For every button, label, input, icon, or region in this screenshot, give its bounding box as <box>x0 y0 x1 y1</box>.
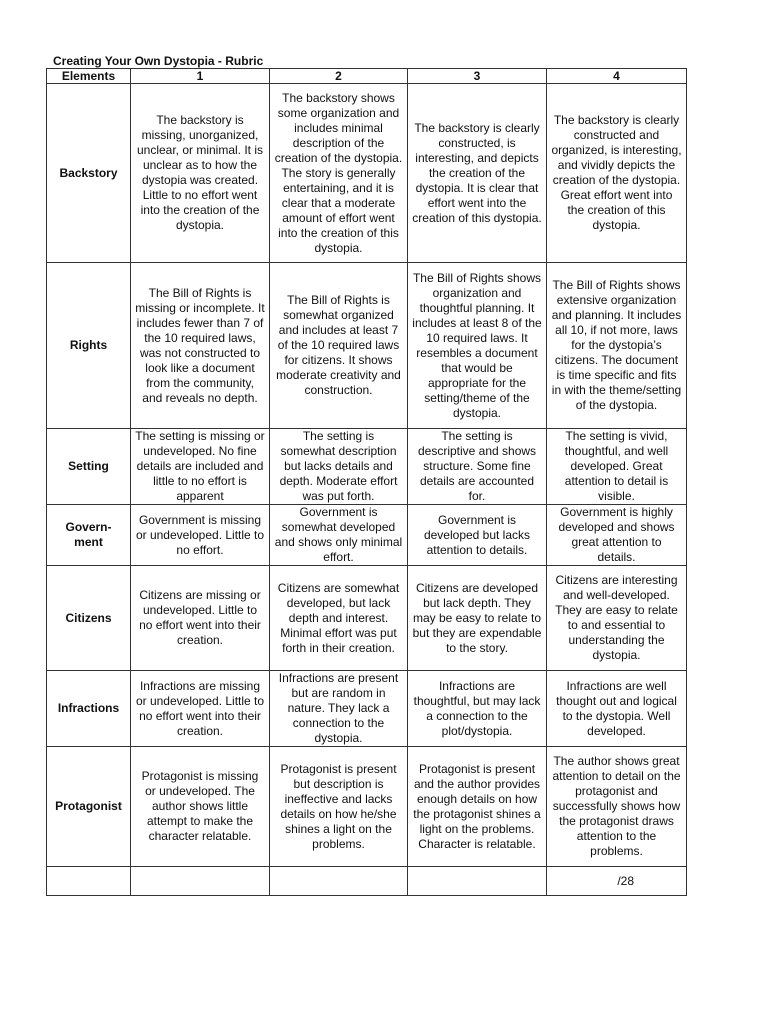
row-label-setting: Setting <box>47 429 131 505</box>
rubric-row-protagonist <box>47 747 687 867</box>
column-header-score-1: 1 <box>131 69 270 84</box>
criteria-cell: The Bill of Rights shows extensive organization and planning. It includes all 10, if not more, laws for the dystopia’s citizens. The document is time specific and fits in with the theme/setting of the dystopia. <box>547 263 687 429</box>
criteria-cell: The backstory is clearly constructed and organized, is interesting, and vividly depicts the creation of the dystopia. Great effort went into the creation of this dystopia. <box>547 84 687 263</box>
criteria-cell: Protagonist is present and the author provides enough details on how the protagonist shines a light on the problems. Character is relatable. <box>408 747 547 867</box>
criteria-cell: The author shows great attention to detail on the protagonist and successfully shows how the protagonist draws attention to the problems. <box>547 747 687 867</box>
column-header-score-3: 3 <box>408 69 547 84</box>
criteria-cell: The backstory is missing, unorganized, unclear, or minimal. It is unclear as to how the dystopia was created. Little to no effort went into the creation of the dystopia. <box>131 84 270 263</box>
row-label-citizens: Citizens <box>47 566 131 671</box>
header-row <box>47 69 687 84</box>
row-label-backstory: Backstory <box>47 84 131 263</box>
empty-cell <box>270 867 408 896</box>
column-header-score-2: 2 <box>270 69 408 84</box>
row-label-rights: Rights <box>47 263 131 429</box>
criteria-cell: Citizens are missing or undeveloped. Little to no effort went into their creation. <box>131 566 270 671</box>
criteria-cell: Citizens are developed but lack depth. They may be easy to relate to but they are expendable to the story. <box>408 566 547 671</box>
empty-cell <box>131 867 270 896</box>
empty-cell <box>408 867 547 896</box>
criteria-cell: Infractions are well thought out and logical to the dystopia. Well developed. <box>547 671 687 747</box>
criteria-cell: Government is highly developed and shows great attention to details. <box>547 505 687 566</box>
criteria-cell: The setting is vivid, thoughtful, and well developed. Great attention to detail is visible. <box>547 429 687 505</box>
rubric-row-citizens <box>47 566 687 671</box>
empty-cell <box>47 867 131 896</box>
rubric-row-infractions <box>47 671 687 747</box>
criteria-cell: Citizens are somewhat developed, but lack depth and interest. Minimal effort was put forth in their creation. <box>270 566 408 671</box>
row-label-protagonist: Protagonist <box>47 747 131 867</box>
criteria-cell: Government is developed but lacks attention to details. <box>408 505 547 566</box>
page-title: Creating Your Own Dystopia - Rubric <box>53 54 264 68</box>
criteria-cell: The setting is missing or undeveloped. No fine details are included and little to no effort is apparent <box>131 429 270 505</box>
criteria-cell: The setting is descriptive and shows structure. Some fine details are accounted for. <box>408 429 547 505</box>
row-label-infractions: Infractions <box>47 671 131 747</box>
criteria-cell: Protagonist is present but description is ineffective and lacks details on how he/she shines a light on the problems. <box>270 747 408 867</box>
criteria-cell: The backstory is clearly constructed, is interesting, and depicts the creation of the dystopia. It is clear that effort went into the creation of this dystopia. <box>408 84 547 263</box>
total-row <box>47 867 687 896</box>
row-label-government: Govern- ment <box>47 505 131 566</box>
column-header-elements: Elements <box>47 69 131 84</box>
criteria-cell: The setting is somewhat description but lacks details and depth. Moderate effort was put forth. <box>270 429 408 505</box>
criteria-cell: The backstory shows some organization and includes minimal description of the creation of the dystopia. The story is generally entertaining, and it is clear that a moderate amount of effort went into the creation of this dystopia. <box>270 84 408 263</box>
column-header-score-4: 4 <box>547 69 687 84</box>
total-score: /28 <box>617 873 634 888</box>
criteria-cell: The Bill of Rights is missing or incomplete. It includes fewer than 7 of the 10 required laws, was not constructed to look like a document from the community, and reveals no depth. <box>131 263 270 429</box>
criteria-cell: Citizens are interesting and well-developed. They are easy to relate to and essential to understanding the dystopia. <box>547 566 687 671</box>
criteria-cell: The Bill of Rights is somewhat organized and includes at least 7 of the 10 required laws for citizens. It shows moderate creativity and construction. <box>270 263 408 429</box>
total-score-cell <box>547 867 687 896</box>
rubric-row-rights <box>47 263 687 429</box>
criteria-cell: Protagonist is missing or undeveloped. The author shows little attempt to make the character relatable. <box>131 747 270 867</box>
criteria-cell: Infractions are present but are random in nature. They lack a connection to the dystopia. <box>270 671 408 747</box>
criteria-cell: The Bill of Rights shows organization and thoughtful planning. It includes at least 8 of the 10 required laws. It resembles a document that would be appropriate for the setting/theme of the dystopia. <box>408 263 547 429</box>
rubric-table <box>46 68 687 896</box>
criteria-cell: Government is missing or undeveloped. Little to no effort. <box>131 505 270 566</box>
criteria-cell: Infractions are missing or undeveloped. Little to no effort went into their creation. <box>131 671 270 747</box>
criteria-cell: Government is somewhat developed and shows only minimal effort. <box>270 505 408 566</box>
rubric-row-setting <box>47 429 687 505</box>
criteria-cell: Infractions are thoughtful, but may lack a connection to the plot/dystopia. <box>408 671 547 747</box>
rubric-row-backstory <box>47 84 687 263</box>
rubric-row-government <box>47 505 687 566</box>
